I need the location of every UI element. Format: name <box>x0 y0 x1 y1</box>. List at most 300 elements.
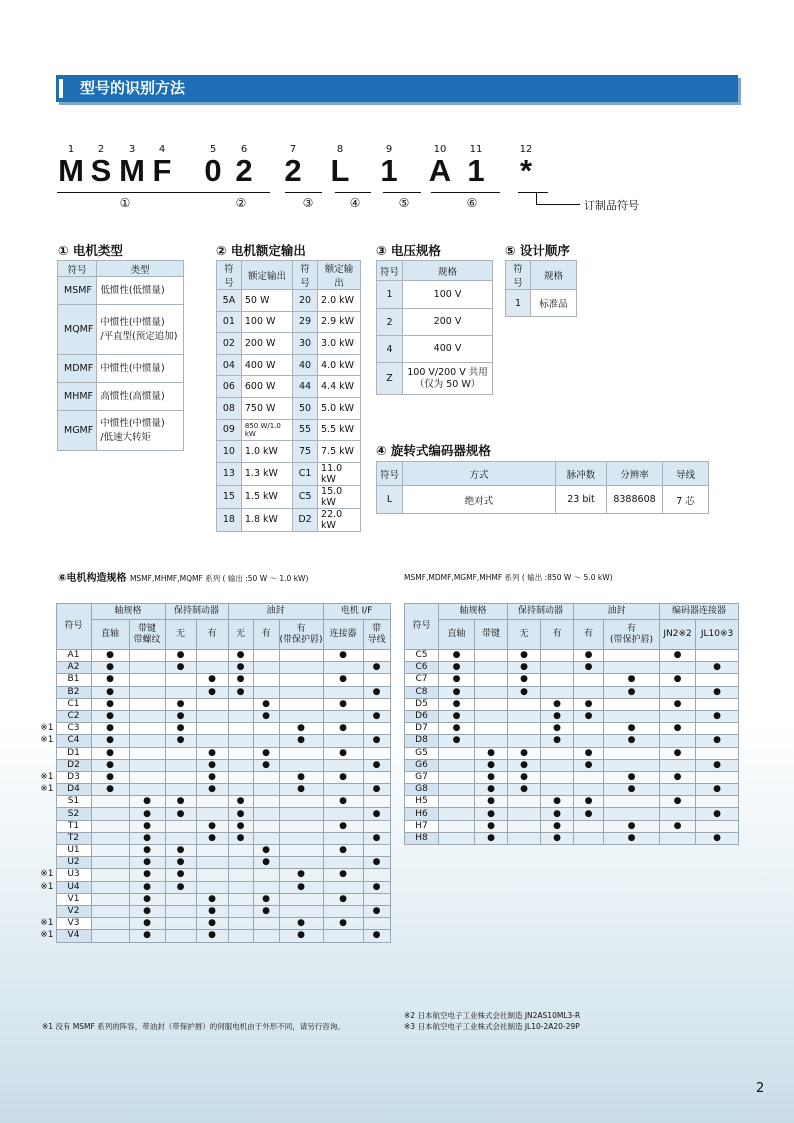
spec-cell <box>279 881 323 893</box>
spec-cell <box>323 832 363 844</box>
col-header: 导线 <box>663 462 709 486</box>
code-group-label: ⑤ <box>398 196 410 210</box>
structure-right-table <box>404 603 739 845</box>
dot-marker: ● <box>372 735 381 746</box>
code-group-label: ⑥ <box>466 196 478 210</box>
dot-marker: ● <box>106 662 114 673</box>
encoder-cell: L <box>377 486 403 514</box>
spec-cell <box>196 845 228 857</box>
spec-cell <box>91 820 129 832</box>
spec-cell <box>279 893 323 905</box>
spec-cell <box>129 771 165 783</box>
spec-cell <box>228 808 253 820</box>
spec-cell <box>253 832 279 844</box>
structure-left-subtitle: MSMF,MHMF,MQMF 系列 ( 输出 :50 W ～ 1.0 kW) <box>129 574 309 583</box>
dot-marker: ● <box>713 711 721 722</box>
row-code: T2 <box>56 832 91 844</box>
spec-cell <box>279 845 323 857</box>
dot-marker: ● <box>143 796 151 807</box>
dot-marker: ● <box>339 820 347 831</box>
dot-marker: ● <box>106 650 114 661</box>
dot-marker: ● <box>236 686 245 697</box>
dot-marker: ● <box>372 784 381 795</box>
dot-marker: ● <box>143 930 151 941</box>
spec-cell <box>165 771 196 783</box>
spec-cell <box>165 905 196 917</box>
output-value: 400 W <box>241 354 292 376</box>
dot-marker: ● <box>176 881 185 892</box>
output-value: 5.5 kW <box>318 419 361 441</box>
spec-cell <box>228 735 253 747</box>
dot-marker: ● <box>236 674 245 685</box>
dot-marker: ● <box>106 759 114 770</box>
output-code: 06 <box>217 376 242 398</box>
spec-cell <box>129 735 165 747</box>
dot-marker: ● <box>297 881 305 892</box>
dot-marker: ● <box>176 735 185 746</box>
section-title: 型号的识别方法 <box>80 79 186 97</box>
spec-cell <box>91 686 129 698</box>
spec-cell <box>228 710 253 722</box>
spec-cell <box>363 662 390 674</box>
dot-marker: ● <box>584 747 593 758</box>
spec-cell <box>279 905 323 917</box>
row-code: V3 <box>56 918 91 930</box>
dot-marker: ● <box>176 808 185 819</box>
spec-cell <box>574 735 604 747</box>
spec-cell <box>129 845 165 857</box>
dot-marker: ● <box>176 650 185 661</box>
spec-cell <box>574 698 604 710</box>
spec-cell <box>508 784 541 796</box>
spec-cell <box>363 735 390 747</box>
spec-cell <box>129 796 165 808</box>
row-note: ※1 <box>40 771 54 782</box>
table-row <box>405 674 739 686</box>
dot-marker: ● <box>487 796 495 807</box>
dot-marker: ● <box>208 906 216 917</box>
dot-marker: ● <box>208 759 216 770</box>
table-row <box>58 411 184 451</box>
spec-cell <box>196 832 228 844</box>
code-character: F <box>152 153 172 188</box>
spec-cell <box>91 662 129 674</box>
row-note <box>34 820 56 832</box>
spec-cell <box>228 771 253 783</box>
output-code: 30 <box>293 333 318 355</box>
spec-cell <box>541 686 574 698</box>
spec-cell <box>660 820 696 832</box>
spec-cell <box>279 930 323 942</box>
row-note <box>34 832 56 844</box>
spec-cell <box>660 698 696 710</box>
dot-marker: ● <box>262 893 270 904</box>
output-value: 5.0 kW <box>318 397 361 419</box>
spec-cell <box>696 710 739 722</box>
row-code: G8 <box>405 784 439 796</box>
dot-marker: ● <box>339 747 347 758</box>
row-note: ※1 <box>40 784 54 795</box>
spec-cell <box>660 723 696 735</box>
spec-cell <box>279 735 323 747</box>
digit-position: 4 <box>158 144 166 155</box>
spec-cell <box>323 735 363 747</box>
section-banner <box>56 75 738 102</box>
spec-cell <box>475 662 508 674</box>
spec-cell <box>574 686 604 698</box>
spec-cell <box>165 857 196 869</box>
row-code: C1 <box>56 698 91 710</box>
digit-position: 3 <box>128 144 136 155</box>
table-row <box>405 771 739 783</box>
spec-cell <box>363 893 390 905</box>
spec-cell <box>253 723 279 735</box>
dot-marker: ● <box>339 723 347 734</box>
dot-marker: ● <box>236 820 245 831</box>
dot-marker: ● <box>208 930 216 941</box>
dot-marker: ● <box>106 723 114 734</box>
row-code: G5 <box>405 747 439 759</box>
spec-cell <box>196 881 228 893</box>
footnote-2: ※2 日本航空电子工业株式会社制造 JN2AS10ML3-R <box>404 1011 581 1020</box>
row-note <box>34 857 56 869</box>
rated-output-table <box>216 260 361 532</box>
table-row <box>34 845 390 857</box>
dot-marker: ● <box>372 686 381 697</box>
dot-marker: ● <box>452 674 461 685</box>
dot-marker: ● <box>143 893 151 904</box>
row-code: T1 <box>56 820 91 832</box>
col-sub-header: 连接器 <box>323 620 363 650</box>
spec-cell <box>604 662 660 674</box>
spec-cell <box>604 686 660 698</box>
table-row <box>377 336 493 363</box>
output-value: 1.3 kW <box>241 462 292 485</box>
table-row <box>217 333 361 355</box>
spec-cell <box>196 771 228 783</box>
output-code: 08 <box>217 397 242 419</box>
col-header: 符号 <box>506 261 531 290</box>
dot-marker: ● <box>143 832 151 843</box>
spec-cell <box>604 735 660 747</box>
spec-cell <box>323 845 363 857</box>
col-header: 规格 <box>403 261 493 281</box>
dot-marker: ● <box>236 650 245 661</box>
spec-cell <box>91 905 129 917</box>
motor-desc: 中惯性(中惯量) /平直型(预定追加) <box>97 305 184 355</box>
output-code: 10 <box>217 441 242 463</box>
dot-marker: ● <box>452 662 461 673</box>
spec-cell <box>541 796 574 808</box>
output-code: 04 <box>217 354 242 376</box>
spec-cell <box>165 832 196 844</box>
dot-marker: ● <box>452 711 461 722</box>
row-code: H6 <box>405 808 439 820</box>
spec-cell <box>279 832 323 844</box>
row-code: U2 <box>56 857 91 869</box>
row-note <box>34 710 56 722</box>
dot-marker: ● <box>487 832 495 843</box>
output-value: 2.9 kW <box>318 311 361 333</box>
spec-cell <box>323 796 363 808</box>
spec-cell <box>165 820 196 832</box>
spec-cell <box>363 674 390 686</box>
spec-cell <box>439 710 475 722</box>
row-code: C5 <box>405 650 439 662</box>
table-row <box>34 832 390 844</box>
row-note <box>34 796 56 808</box>
spec-cell <box>508 723 541 735</box>
spec-cell <box>475 698 508 710</box>
spec-cell <box>228 869 253 881</box>
motor-code: MHMF <box>58 383 97 411</box>
spec-cell <box>604 723 660 735</box>
spec-cell <box>196 784 228 796</box>
col-header: 分辨率 <box>607 462 663 486</box>
output-code: 75 <box>293 441 318 463</box>
spec-cell <box>129 918 165 930</box>
spec-cell <box>91 881 129 893</box>
spec-cell <box>660 747 696 759</box>
spec-cell <box>508 808 541 820</box>
dot-marker: ● <box>208 784 216 795</box>
row-code: U3 <box>56 869 91 881</box>
dot-marker: ● <box>339 918 347 929</box>
spec-cell <box>508 674 541 686</box>
voltage-title: ③ 电压规格 <box>376 243 441 258</box>
table-row <box>58 305 184 355</box>
spec-cell <box>279 650 323 662</box>
col-sub-header: 有 (带保护唇) <box>604 620 660 650</box>
table-row <box>34 881 390 893</box>
row-code: D6 <box>405 710 439 722</box>
table-row <box>34 918 390 930</box>
table-row <box>377 309 493 336</box>
dot-marker: ● <box>339 869 347 880</box>
dot-marker: ● <box>372 711 381 722</box>
spec-cell <box>604 674 660 686</box>
row-code: G6 <box>405 759 439 771</box>
row-code: C2 <box>56 710 91 722</box>
dot-marker: ● <box>106 686 114 697</box>
spec-cell <box>363 710 390 722</box>
row-note: ※1 <box>40 869 54 880</box>
digit-position: 10 <box>433 144 447 155</box>
output-value: 22.0 kW <box>318 508 361 531</box>
col-sub-header: 带键 带螺纹 <box>129 620 165 650</box>
spec-cell <box>363 808 390 820</box>
spec-cell <box>541 759 574 771</box>
spec-cell <box>323 869 363 881</box>
spec-cell <box>541 747 574 759</box>
spec-cell <box>129 710 165 722</box>
spec-cell <box>91 710 129 722</box>
row-code: A2 <box>56 662 91 674</box>
spec-cell <box>696 820 739 832</box>
spec-cell <box>228 881 253 893</box>
spec-cell <box>475 820 508 832</box>
col-sub-header: 有 <box>196 620 228 650</box>
spec-cell <box>279 686 323 698</box>
encoder-cell: 绝对式 <box>403 486 556 514</box>
spec-cell <box>165 869 196 881</box>
row-note <box>34 698 56 710</box>
spec-cell <box>228 845 253 857</box>
row-code: H7 <box>405 820 439 832</box>
output-code: 44 <box>293 376 318 398</box>
spec-cell <box>541 723 574 735</box>
dot-marker: ● <box>487 808 495 819</box>
spec-cell <box>475 808 508 820</box>
dot-marker: ● <box>208 747 216 758</box>
spec-cell <box>253 857 279 869</box>
table-row <box>405 735 739 747</box>
spec-cell <box>253 808 279 820</box>
spec-cell <box>475 796 508 808</box>
code-underline <box>383 192 421 193</box>
dot-marker: ● <box>584 662 593 673</box>
spec-cell <box>363 698 390 710</box>
spec-cell <box>165 674 196 686</box>
spec-cell <box>541 832 574 844</box>
dot-marker: ● <box>106 698 114 709</box>
spec-cell <box>279 869 323 881</box>
dot-marker: ● <box>208 674 216 685</box>
spec-cell <box>129 881 165 893</box>
dot-marker: ● <box>106 674 114 685</box>
row-code: S1 <box>56 796 91 808</box>
spec-cell <box>91 918 129 930</box>
code-character: A <box>428 153 452 188</box>
spec-cell <box>439 832 475 844</box>
dot-marker: ● <box>339 650 347 661</box>
col-header: 额定输出 <box>241 261 292 290</box>
voltage-table <box>376 260 493 395</box>
spec-cell <box>323 759 363 771</box>
col-header: 符号 <box>377 261 403 281</box>
spec-cell <box>363 881 390 893</box>
spec-cell <box>323 674 363 686</box>
spec-cell <box>228 698 253 710</box>
spec-cell <box>91 930 129 942</box>
table-row <box>405 710 739 722</box>
motor-code: MGMF <box>58 411 97 451</box>
spec-cell <box>604 820 660 832</box>
table-row <box>217 462 361 485</box>
col-header: 符号 <box>56 604 91 650</box>
spec-cell <box>604 832 660 844</box>
dot-marker: ● <box>553 735 561 746</box>
dot-marker: ● <box>713 686 721 697</box>
dot-marker: ● <box>673 650 682 661</box>
spec-cell <box>165 686 196 698</box>
spec-cell <box>196 759 228 771</box>
dot-marker: ● <box>673 723 682 734</box>
table-row <box>405 698 739 710</box>
spec-cell <box>604 796 660 808</box>
dot-marker: ● <box>208 686 216 697</box>
spec-cell <box>165 747 196 759</box>
dot-marker: ● <box>372 662 381 673</box>
dot-marker: ● <box>487 759 495 770</box>
dot-marker: ● <box>487 820 495 831</box>
spec-cell <box>439 686 475 698</box>
spec-cell <box>574 662 604 674</box>
dot-marker: ● <box>372 808 381 819</box>
code-character: 2 <box>235 153 253 188</box>
spec-cell <box>660 784 696 796</box>
spec-cell <box>363 747 390 759</box>
spec-cell <box>660 796 696 808</box>
spec-cell <box>91 845 129 857</box>
dot-marker: ● <box>520 784 528 795</box>
dot-marker: ● <box>627 674 636 685</box>
code-underline <box>207 192 270 193</box>
spec-cell <box>541 674 574 686</box>
code-group-label: ② <box>235 196 247 210</box>
spec-cell <box>604 698 660 710</box>
spec-cell <box>363 759 390 771</box>
spec-cell <box>228 674 253 686</box>
spec-cell <box>253 930 279 942</box>
structure-left-table <box>34 603 391 943</box>
spec-cell <box>508 650 541 662</box>
output-code: 29 <box>293 311 318 333</box>
motor-code: MSMF <box>58 277 97 305</box>
spec-cell <box>196 796 228 808</box>
spec-cell <box>363 686 390 698</box>
row-note <box>34 893 56 905</box>
col-sub-header: 无 <box>508 620 541 650</box>
table-row <box>58 277 184 305</box>
voltage-code: 2 <box>377 309 403 336</box>
table-row <box>377 486 709 514</box>
row-code: H8 <box>405 832 439 844</box>
spec-cell <box>253 662 279 674</box>
spec-cell <box>323 881 363 893</box>
table-row <box>217 485 361 508</box>
spec-cell <box>574 784 604 796</box>
row-code: V1 <box>56 893 91 905</box>
voltage-code: 1 <box>377 281 403 309</box>
dot-marker: ● <box>236 832 245 843</box>
spec-cell <box>574 747 604 759</box>
digit-position: 5 <box>209 144 217 155</box>
spec-cell <box>363 918 390 930</box>
voltage-spec: 200 V <box>403 309 493 336</box>
spec-cell <box>363 832 390 844</box>
footnote-3: ※3 日本航空电子工业株式会社制造 JL10-2A20-29P <box>404 1022 580 1031</box>
spec-cell <box>323 771 363 783</box>
code-underline <box>285 192 322 193</box>
row-note: ※1 <box>40 735 54 746</box>
spec-cell <box>165 735 196 747</box>
spec-cell <box>660 662 696 674</box>
row-code: B2 <box>56 686 91 698</box>
spec-cell <box>696 650 739 662</box>
spec-cell <box>196 808 228 820</box>
dot-marker: ● <box>520 759 528 770</box>
spec-cell <box>696 723 739 735</box>
dot-marker: ● <box>297 735 305 746</box>
spec-cell <box>196 820 228 832</box>
structure-right <box>404 603 739 845</box>
spec-cell <box>363 930 390 942</box>
spec-cell <box>129 832 165 844</box>
custom-product-label: 订制品符号 <box>584 199 639 212</box>
dot-marker: ● <box>176 796 185 807</box>
dot-marker: ● <box>452 650 461 661</box>
